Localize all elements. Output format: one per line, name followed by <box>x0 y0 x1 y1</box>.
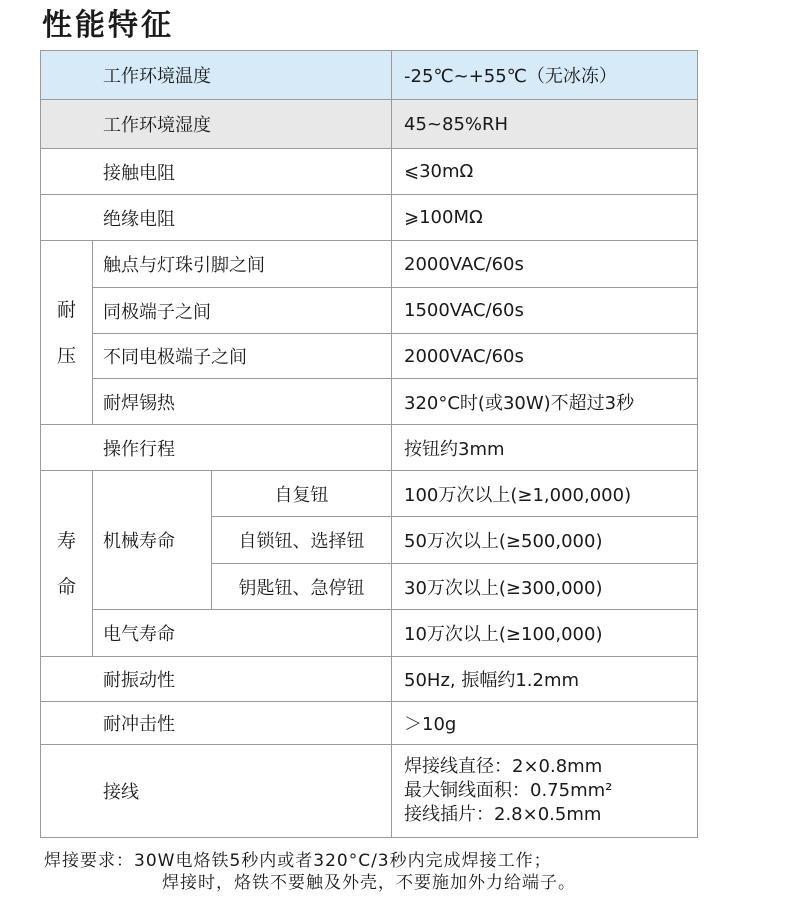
wiring-max-area: 最大铜线面积：0.75mm² <box>404 780 613 801</box>
table-row <box>41 100 698 149</box>
table-row <box>41 425 698 471</box>
row-label: 接触电阻 <box>41 149 392 195</box>
row-value: 1500VAC/60s <box>392 288 698 334</box>
table-row <box>41 379 698 425</box>
wiring-values <box>392 745 698 838</box>
row-value: 100万次以上(≥1,000,000) <box>392 471 698 517</box>
row-value: 2000VAC/60s <box>392 241 698 288</box>
soldering-note-line1: 焊接要求：30W电烙铁5秒内或者320°C/3秒内完成焊接工作； <box>44 851 552 871</box>
life-group-label: 寿 命 <box>41 471 93 657</box>
mechanical-life-label: 机械寿命 <box>93 471 212 610</box>
row-label: 耐振动性 <box>41 657 392 702</box>
row-value: 30万次以上(≥300,000) <box>392 564 698 610</box>
table-row <box>41 149 698 195</box>
row-value: 50万次以上(≥500,000) <box>392 517 698 564</box>
row-value: ＞10g <box>392 702 698 745</box>
row-label: 不同电极端子之间 <box>93 334 392 379</box>
row-value: 2000VAC/60s <box>392 334 698 379</box>
table-row <box>41 702 698 745</box>
row-value: 按钮约3mm <box>392 425 698 471</box>
row-label: 耐焊锡热 <box>93 379 392 425</box>
table-row <box>41 51 698 100</box>
row-sublabel: 自锁钮、选择钮 <box>212 517 392 564</box>
row-label: 操作行程 <box>41 425 392 471</box>
row-label: 工作环境湿度 <box>41 100 392 149</box>
page-title: 性能特征 <box>42 8 174 43</box>
row-label: 耐冲击性 <box>41 702 392 745</box>
row-value: ⩾100MΩ <box>392 195 698 241</box>
row-sublabel: 自复钮 <box>212 471 392 517</box>
table-row <box>41 610 698 657</box>
row-sublabel: 钥匙钮、急停钮 <box>212 564 392 610</box>
row-label: 电气寿命 <box>93 610 392 657</box>
row-value: 50Hz, 振幅约1.2mm <box>392 657 698 702</box>
row-label: 触点与灯珠引脚之间 <box>93 241 392 288</box>
table-row <box>41 241 698 288</box>
row-value: 45~85%RH <box>392 100 698 149</box>
soldering-notes <box>44 850 576 894</box>
table-row <box>41 334 698 379</box>
table-row <box>41 657 698 702</box>
row-label: 同极端子之间 <box>93 288 392 334</box>
withstand-group-label: 耐 压 <box>41 241 93 425</box>
spec-table <box>40 50 698 838</box>
row-label: 接线 <box>41 745 392 838</box>
row-label: 绝缘电阻 <box>41 195 392 241</box>
table-row <box>41 288 698 334</box>
row-value: 10万次以上(≥100,000) <box>392 610 698 657</box>
soldering-note-line2: 焊接时，烙铁不要触及外壳，不要施加外力给端子。 <box>162 873 576 893</box>
table-row <box>41 745 698 838</box>
row-value: 320°C时(或30W)不超过3秒 <box>392 379 698 425</box>
row-value: ⩽30mΩ <box>392 149 698 195</box>
wiring-diameter: 焊接线直径：2×0.8mm <box>404 756 603 777</box>
row-label: 工作环境温度 <box>41 51 392 100</box>
table-row <box>41 471 698 517</box>
table-row <box>41 195 698 241</box>
wiring-tab: 接线插片：2.8×0.5mm <box>404 804 602 825</box>
row-value: -25℃~+55℃（无冰冻） <box>392 51 698 100</box>
